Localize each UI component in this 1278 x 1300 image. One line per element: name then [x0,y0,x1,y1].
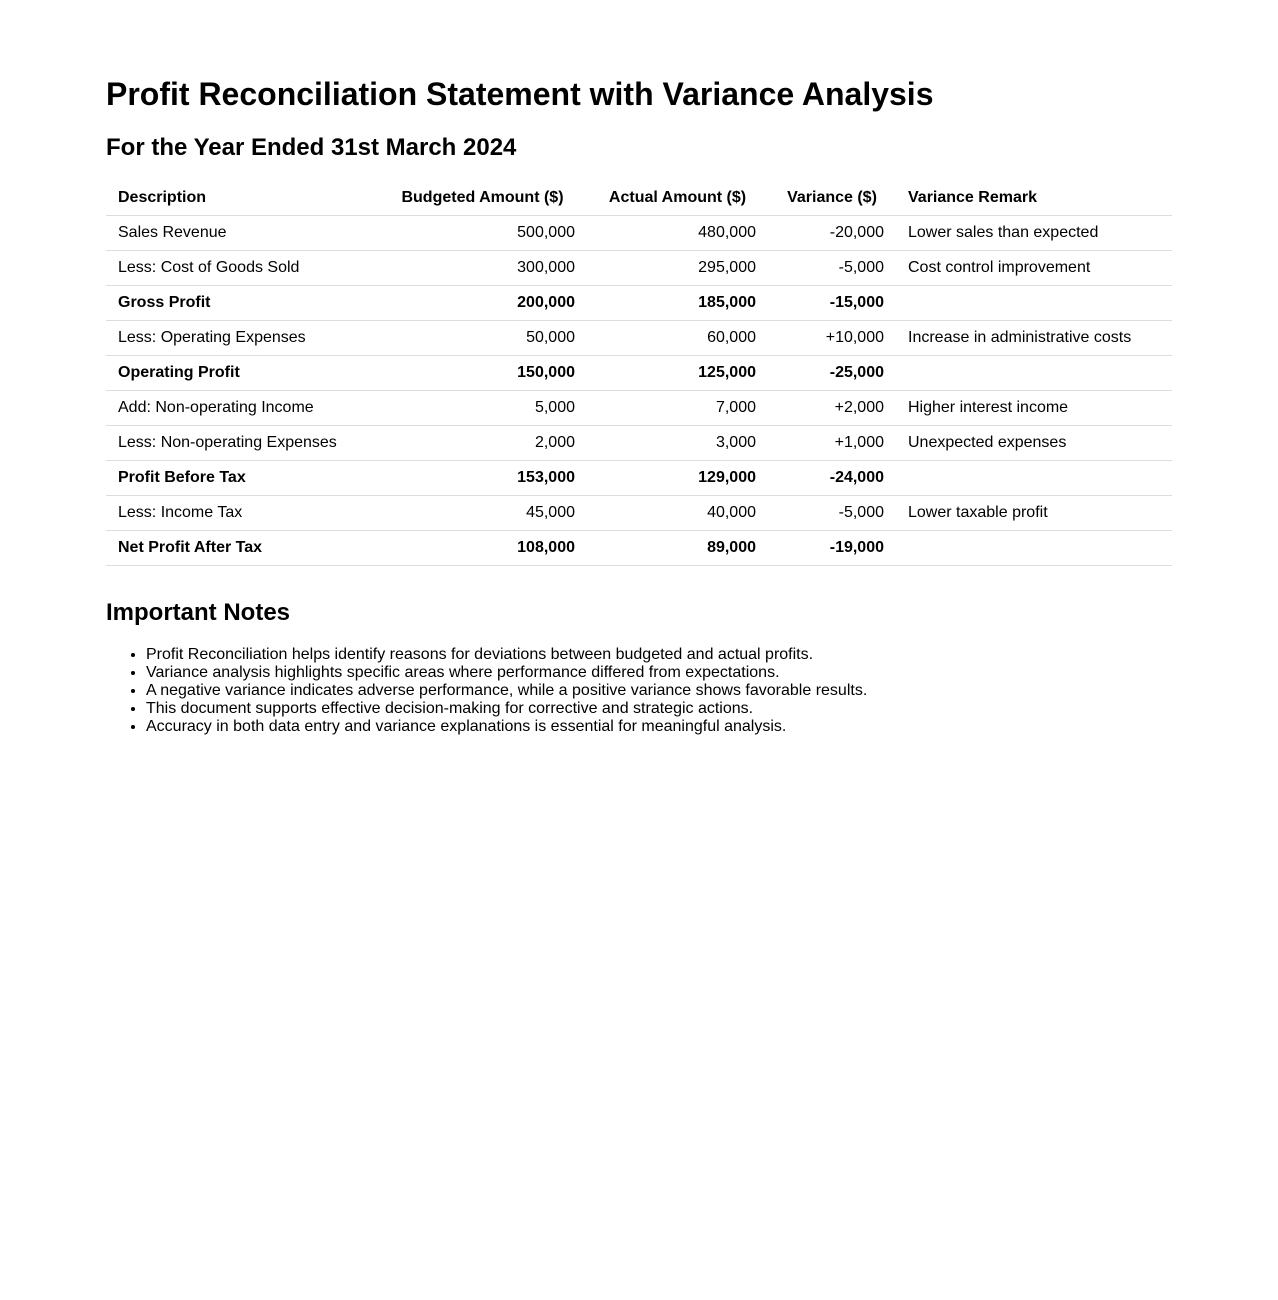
cell-budgeted: 500,000 [378,216,587,251]
cell-remark [896,461,1172,496]
cell-variance: +10,000 [768,321,896,356]
cell-remark [896,356,1172,391]
cell-budgeted: 200,000 [378,286,587,321]
list-item: • Variance analysis highlights specific areas where performance differed from expectations. [146,664,867,682]
cell-actual: 3,000 [587,426,768,461]
cell-actual: 89,000 [587,531,768,566]
list-item: • A negative variance indicates adverse performance, while a positive variance shows favorable results. [146,682,867,700]
page-title: Profit Reconciliation Statement with Variance Analysis [106,76,934,112]
list-item: • Accuracy in both data entry and variance explanations is essential for meaningful analysis. [146,718,867,736]
table-row [106,391,1172,426]
cell-description: Less: Operating Expenses [106,321,378,356]
cell-budgeted: 45,000 [378,496,587,531]
cell-description: Sales Revenue [106,216,378,251]
cell-description: Profit Before Tax [106,461,378,496]
cell-variance: -19,000 [768,531,896,566]
list-item: • Profit Reconciliation helps identify reasons for deviations between budgeted and actual profits. [146,646,867,664]
cell-actual: 295,000 [587,251,768,286]
page-subtitle: For the Year Ended 31st March 2024 [106,134,517,161]
table-row [106,251,1172,286]
cell-variance: +2,000 [768,391,896,426]
cell-actual: 40,000 [587,496,768,531]
table-row [106,461,1172,496]
column-header-description: Description [106,181,378,216]
column-header-actual: Actual Amount ($) [587,181,768,216]
cell-description: Operating Profit [106,356,378,391]
cell-budgeted: 5,000 [378,391,587,426]
column-header-budgeted: Budgeted Amount ($) [378,181,587,216]
cell-budgeted: 153,000 [378,461,587,496]
cell-budgeted: 2,000 [378,426,587,461]
cell-actual: 125,000 [587,356,768,391]
table-row [106,531,1172,566]
column-header-variance: Variance ($) [768,181,896,216]
table-row [106,286,1172,321]
cell-variance: -24,000 [768,461,896,496]
column-header-remark: Variance Remark [896,181,1172,216]
cell-remark [896,531,1172,566]
cell-description: Less: Income Tax [106,496,378,531]
cell-remark: Lower taxable profit [896,496,1172,531]
cell-actual: 480,000 [587,216,768,251]
list-item: • This document supports effective decision-making for corrective and strategic actions. [146,700,867,718]
cell-description: Gross Profit [106,286,378,321]
cell-actual: 185,000 [587,286,768,321]
cell-variance: -25,000 [768,356,896,391]
cell-remark: Lower sales than expected [896,216,1172,251]
table-row [106,496,1172,531]
cell-variance: -5,000 [768,251,896,286]
table-row [106,321,1172,356]
table-header-row [106,181,1172,216]
cell-variance: -20,000 [768,216,896,251]
reconciliation-table [106,181,1172,566]
cell-description: Add: Non-operating Income [106,391,378,426]
cell-actual: 129,000 [587,461,768,496]
cell-remark: Unexpected expenses [896,426,1172,461]
table-row [106,426,1172,461]
table-row [106,356,1172,391]
cell-actual: 7,000 [587,391,768,426]
cell-variance: -5,000 [768,496,896,531]
cell-remark: Higher interest income [896,391,1172,426]
notes-heading: Important Notes [106,599,291,626]
cell-remark: Increase in administrative costs [896,321,1172,356]
cell-actual: 60,000 [587,321,768,356]
table-body [106,216,1172,566]
table-row [106,216,1172,251]
cell-description: Net Profit After Tax [106,531,378,566]
cell-remark: Cost control improvement [896,251,1172,286]
cell-variance: -15,000 [768,286,896,321]
cell-budgeted: 300,000 [378,251,587,286]
cell-variance: +1,000 [768,426,896,461]
cell-description: Less: Non-operating Expenses [106,426,378,461]
notes-list [106,646,867,736]
cell-budgeted: 108,000 [378,531,587,566]
cell-description: Less: Cost of Goods Sold [106,251,378,286]
cell-remark [896,286,1172,321]
cell-budgeted: 150,000 [378,356,587,391]
cell-budgeted: 50,000 [378,321,587,356]
